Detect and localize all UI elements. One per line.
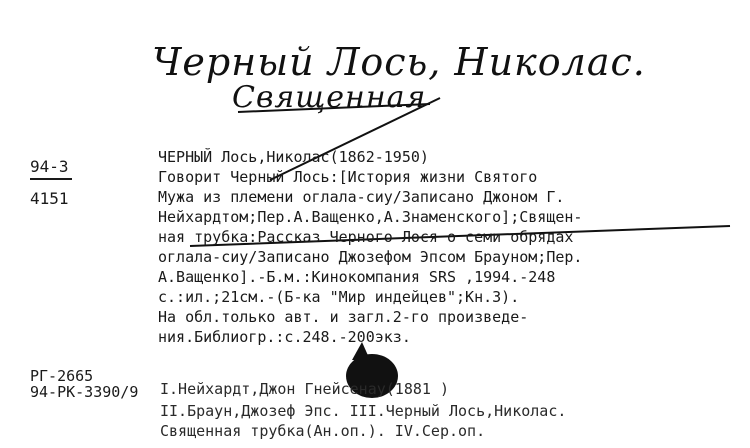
call-number-class: 94-3: [30, 157, 69, 176]
call-number: 4151: [30, 189, 69, 208]
call-number-underline: [30, 178, 72, 180]
entry-line: оглала-сиу/Записано Джозефом Эпсом Брауном;Пер.: [158, 248, 583, 266]
tracing-line: Священная трубка(Ан.оп.). IV.Сер.оп.: [160, 422, 486, 440]
entry-line: Мужа из племени оглала-сиу/Записано Джоном Г.: [158, 188, 565, 206]
handwritten-author-title: Черный Лось, Николас.: [152, 40, 646, 84]
entry-line: А.Ващенко].-Б.м.:Кинокомпания SRS ,1994.-248: [158, 268, 556, 286]
entry-line: Нейхардтом;Пер.А.Ващенко,А.Знаменского];Священ-: [158, 208, 583, 226]
entry-line: ная трубка:Рассказ Черного Лося о семи обрядах: [158, 228, 574, 246]
accession-number: РГ-2665: [30, 367, 94, 385]
handwritten-underline: [238, 104, 430, 112]
entry-line: с.:ил.;21см.-(Б-ка "Мир индейцев";Кн.3).: [158, 288, 520, 306]
entry-note: На обл.только авт. и загл.2-го произведе-: [158, 308, 529, 326]
handwritten-subject-word: Священная: [232, 80, 427, 115]
shelf-code: 94-РК-3390/9: [30, 383, 139, 401]
entry-heading: ЧЕРНЫЙ Лось,Николас(1862-1950): [158, 148, 429, 166]
entry-line: Говорит Черный Лось:[История жизни Святого: [158, 168, 538, 186]
tracing-line: I.Нейхардт,Джон Гнейсенау(1881 ): [160, 380, 449, 398]
tracing-line: II.Браун,Джозеф Эпс. III.Черный Лось,Николас.: [160, 402, 567, 420]
entry-note: ния.Библиогр.:с.248.-200экз.: [158, 328, 411, 346]
